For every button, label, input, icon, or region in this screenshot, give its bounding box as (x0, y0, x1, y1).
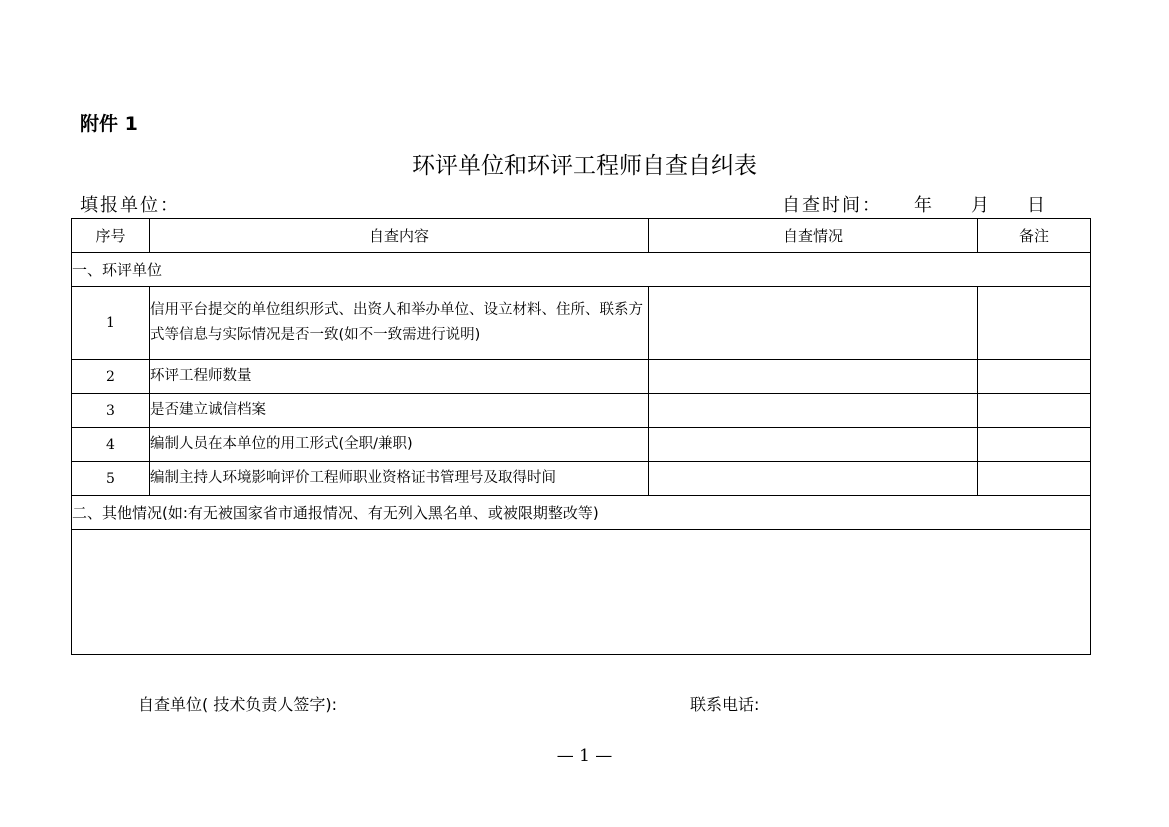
row-num: 5 (72, 462, 150, 496)
row-num: 2 (72, 360, 150, 394)
row-status-cell[interactable] (649, 287, 978, 360)
row-content: 信用平台提交的单位组织形式、出资人和举办单位、设立材料、住所、联系方式等信息与实际情况是否一致(如不一致需进行说明) (150, 287, 649, 360)
year-label: 年 (914, 195, 932, 216)
row-num: 3 (72, 394, 150, 428)
row-status-cell[interactable] (649, 462, 978, 496)
section-one-title: 一、环评单位 (72, 253, 1091, 287)
row-status-cell[interactable] (649, 360, 978, 394)
column-header-content: 自查内容 (150, 219, 649, 253)
row-num: 4 (72, 428, 150, 462)
row-num: 1 (72, 287, 150, 360)
table-row (72, 287, 1091, 360)
table-row (72, 428, 1091, 462)
section-two-row (72, 496, 1091, 530)
self-check-table (71, 218, 1091, 655)
row-content: 是否建立诚信档案 (150, 394, 649, 428)
row-status-cell[interactable] (649, 394, 978, 428)
row-remark-cell[interactable] (978, 287, 1091, 360)
filler-unit-label: 填报单位： (80, 195, 180, 216)
check-time-label: 自查时间： (782, 195, 882, 216)
other-info-area[interactable] (72, 530, 1091, 655)
row-remark-cell[interactable] (978, 394, 1091, 428)
row-content: 编制主持人环境影响评价工程师职业资格证书管理号及取得时间 (150, 462, 649, 496)
table-row (72, 462, 1091, 496)
row-remark-cell[interactable] (978, 462, 1091, 496)
day-label: 日 (1027, 195, 1045, 216)
phone-label: 联系电话: (690, 695, 760, 714)
column-header-num: 序号 (72, 219, 150, 253)
row-remark-cell[interactable] (978, 360, 1091, 394)
other-info-row (72, 530, 1091, 655)
table-row (72, 394, 1091, 428)
table-row (72, 360, 1091, 394)
page-number: — 1 — (556, 746, 613, 766)
row-content: 编制人员在本单位的用工形式(全职/兼职) (150, 428, 649, 462)
attachment-label: 附件 1 (80, 113, 138, 135)
column-header-status: 自查情况 (649, 219, 978, 253)
section-one-row (72, 253, 1091, 287)
row-remark-cell[interactable] (978, 428, 1091, 462)
signature-label: 自查单位( 技术负责人签字): (138, 695, 337, 714)
column-header-remark: 备注 (978, 219, 1091, 253)
form-title: 环评单位和环评工程师自查自纠表 (412, 153, 757, 179)
table-header-row (72, 219, 1091, 253)
row-status-cell[interactable] (649, 428, 978, 462)
section-two-title: 二、其他情况(如:有无被国家省市通报情况、有无列入黑名单、或被限期整改等) (72, 496, 1091, 530)
month-label: 月 (971, 195, 989, 216)
row-content: 环评工程师数量 (150, 360, 649, 394)
